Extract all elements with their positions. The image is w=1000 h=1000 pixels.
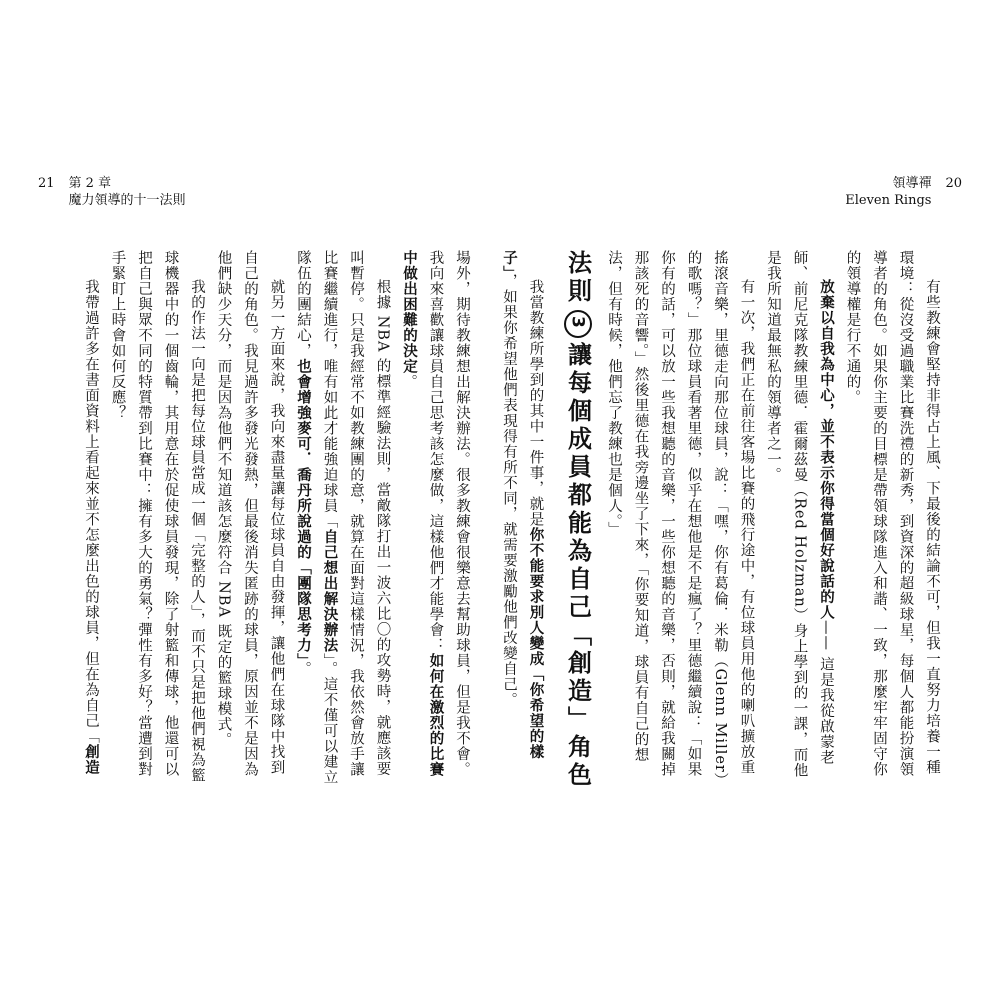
bold-phrase: 創造 (83, 744, 100, 775)
paragraph (80, 250, 104, 790)
text-run: 場外，期待教練想出解決辦法。很多教練會很樂意去幫助球員，但是我不會。我向來喜歡讓球員自己思考該怎麼做，這樣他們才能學會： (427, 250, 470, 777)
book-title-info (845, 175, 931, 209)
bold-phrase: 如何在激烈的比賽中做出困難的決定 (401, 250, 445, 777)
paragraph (290, 250, 396, 790)
left-chapter-info (69, 175, 186, 209)
bold-phrase: 放棄以自我為中心，並不表示你得當個好說話的人 (818, 279, 835, 620)
heading-text: 讓每個成員都能為自己「創造」角色 (563, 342, 592, 790)
paragraph: 有一次，我們正在前往客場比賽的飛行途中，有位球員用他的喇叭擴放重搖滾音樂，里德走向那位球員，說：「嘿，你有葛倫．米勒（Glenn Miller）的歌嗎？」那位球員看著里德，似乎在想他是不是瘋了？里德繼續說：「如果你有的話，可以放一些我想聽的音樂，一些你想聽的音樂，否則，就給我關掉那該死的音響。」然後里德在我旁邊坐了下來，「你要知道，球員有自己的想法，但有時候，他們忘了教練也是個人。」 (606, 250, 755, 789)
book-title-en: Eleven Rings (845, 193, 932, 208)
section-heading (563, 250, 593, 790)
left-page-number: 21 (38, 176, 55, 191)
right-page-header (845, 175, 962, 209)
text-run: 。 (401, 374, 417, 390)
paragraph: 有些教練會堅持非得占上風、下最後的結論不可，但我一直努力培養一種環境：從沒受過職業比賽洗禮的新秀，到資深的超級球星，每個人都能扮演領導者的角色。如果你主要的目標是帶領球隊進入和諧、一致，那麼牢牢固守你的領導權是行不通的。 (844, 250, 940, 777)
left-page-header (38, 175, 186, 209)
paragraph: 我的作法一向是把每位球員當成一個「完整的人」，而不只是把他們視為籃球機器中的一個齒輪，其用意在於促使球員發現，除了射籃和傳球，他還可以把自己與眾不同的特質帶到比賽中：擁有多大的勇氣？彈性有多好？當遭到對手緊盯上時會如何反應？ (109, 250, 205, 784)
paragraph: 就另一方面來說，我向來盡量讓每位球員自由發揮，讓他們在球隊中找到自己的角色。我見過許多發光發熱，但最後消失匿跡的球員，原因並不是因為他們缺少天分，而是因為他們不知道該怎麼符合 NBA 既定的籃球模式。 (215, 250, 285, 777)
right-page-body (500, 250, 945, 790)
heading-prefix: 法則 (563, 250, 592, 306)
text-run: ，如果你希望他們表現得有所不同，就需要激勵他們改變自己。 (501, 273, 517, 708)
book-title-cn: 領導禪 (892, 176, 932, 191)
bold-phrase: 自己想出解決辦法 (321, 529, 339, 653)
chapter-label: 第 2 章 (68, 176, 112, 191)
right-page-number: 20 (945, 176, 962, 191)
chapter-title: 魔力領導的十一法則 (68, 193, 186, 208)
left-page-body (80, 250, 475, 790)
paragraph (396, 250, 476, 790)
text-run: 根據 NBA 的標準經驗法則，當敵隊打出一波六比〇的攻勢時，就應該要叫暫停。只是我經常不如教練團的意，就算在面對這樣情況，我依然會放手讓比賽繼續進行，唯有如此才能強迫球員「 (321, 250, 391, 777)
text-run: 」。這不僅可以建立隊伍的團結心， (295, 250, 338, 786)
text-run: 我當教練所學到的其中一件事，就是 (527, 279, 544, 527)
text-run: 我帶過許多在書面資料上看起來並不怎麼出色的球員，但在為自己「 (83, 279, 99, 744)
text-run: —— 這是我從啟蒙老師、前尼克隊教練里德．霍爾茲曼（Red Holzman）身上學到的一課，而他是我所知道最無私的領導者之一。 (765, 250, 834, 779)
text-run: 。 (295, 661, 311, 677)
paragraph (760, 250, 840, 790)
bold-phrase: 也會增強麥可．喬丹所說過的「團隊思考力」 (295, 358, 312, 662)
rule-number-badge: 3 (564, 310, 592, 338)
bold-phrase: 你不能要求別人變成「你希望的樣子」 (501, 250, 545, 760)
paragraph (500, 250, 549, 790)
